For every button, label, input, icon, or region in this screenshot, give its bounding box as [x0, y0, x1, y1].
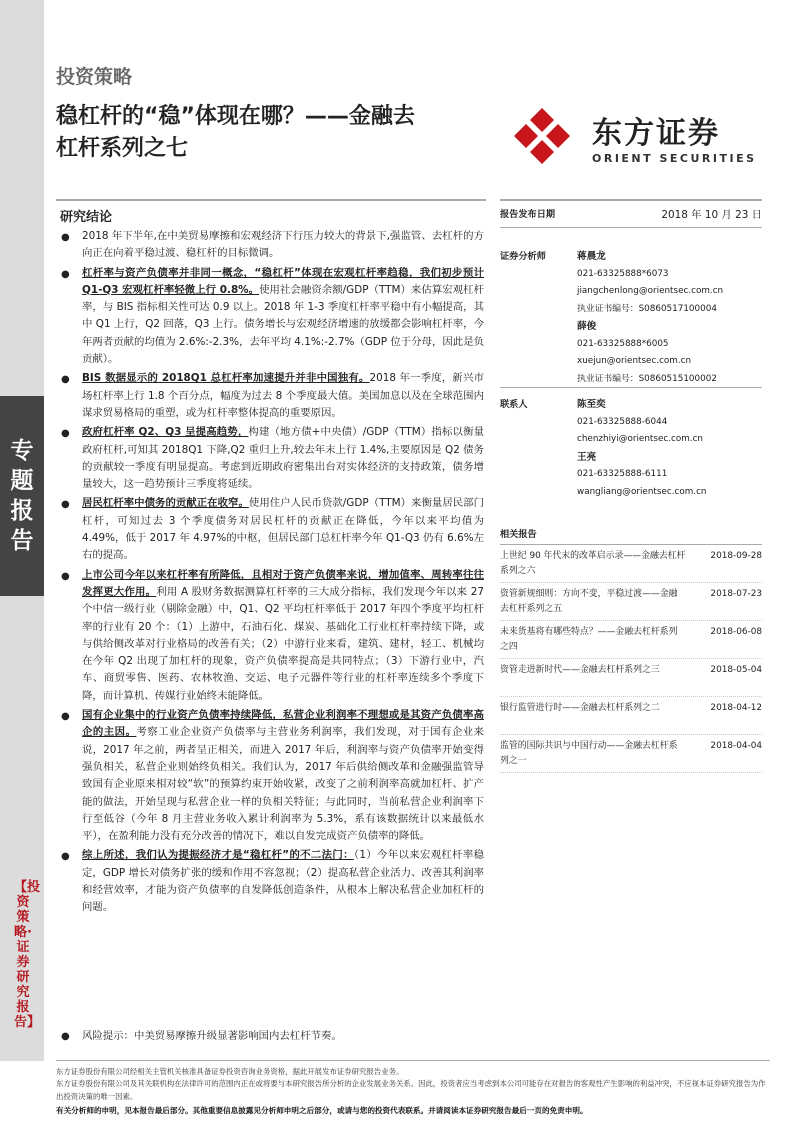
report-meta [500, 206, 762, 228]
list-item [60, 265, 484, 369]
item-text: 2018 年下半年,在中美贸易摩擦和宏观经济下行压力较大的背景下,强监管、去杠杆的方向正在向着平稳过渡、稳杠杆的目标微调。 [82, 230, 484, 260]
orient-logo-icon [512, 106, 572, 166]
related-report-item[interactable] [500, 735, 762, 773]
bullet-icon: ● [61, 499, 70, 511]
bullet-icon: ● [61, 1031, 70, 1042]
related-report-title: 监管的国际共识与中国行动——金融去杠杆系列之一 [500, 741, 678, 766]
analyst-phone: 021-63325888*6073 [577, 268, 669, 279]
section-title: 研究结论 [60, 210, 113, 225]
publish-date-value: 2018 年 10 月 23 日 [661, 209, 762, 221]
contact-name: 陈至奕 [577, 399, 606, 410]
analyst-email[interactable]: jiangchenlong@orientsec.com.cn [577, 286, 724, 296]
item-highlight: 政府杠杆率 Q2、Q3 呈提高趋势， [82, 426, 249, 439]
list-item [60, 370, 484, 422]
disclaimer-footer [56, 1060, 770, 1117]
risk-text: 风险提示：中美贸易摩擦升级显著影响国内去杠杆节奏。 [82, 1030, 342, 1042]
related-reports-title: 相关报告 [500, 526, 762, 545]
contact-phone: 021-63325888-6044 [577, 416, 668, 427]
bullet-icon: ● [61, 374, 70, 386]
item-text: （1）今年以来宏观杠杆率稳定，GDP 增长对债务扩张的缓和作用不容忽视；（2）提高私营企业活力、改善其利润率和经营效率，才能为资产负债率的自发降低创造条件，从根本上解决私营企业加杠杆的问题。 [82, 849, 485, 914]
sidebar-top [0, 0, 44, 396]
bullet-icon: ● [61, 570, 70, 582]
analyst-name: 蒋晨龙 [577, 251, 606, 262]
publish-date-row [500, 206, 762, 221]
contact-phone: 021-63325888-6111 [577, 469, 668, 479]
sidebar-vertical-label: 【投资策略·证券研究报告】 [14, 880, 41, 1030]
related-report-date: 2018-07-23 [710, 589, 762, 599]
footer-line-bold: 有关分析师的申明，见本报告最后部分。其他重要信息披露见分析师申明之后部分，或请与您的投资代表联系。并请阅读本证券研究报告最后一页的免责申明。 [56, 1105, 588, 1115]
related-report-item[interactable] [500, 659, 762, 697]
analyst-email[interactable]: xuejun@orientsec.com.cn [577, 356, 692, 366]
item-highlight: 上市公司今年以来杠杆率有所降低，且相对于资产负债率来说，增加值率、周转率往往发挥更大作用。 [82, 568, 484, 598]
contact-email[interactable]: wangliang@orientsec.com.cn [577, 486, 707, 497]
related-report-date: 2018-09-28 [710, 551, 762, 561]
footer-line: 东方证券股份有限公司经相关主管机关核准具备证券投资咨询业务资格，据此开展发布证券研究报告业务。 [56, 1067, 404, 1076]
analyst-phone: 021-63325888*6005 [577, 338, 669, 349]
related-report-date: 2018-05-04 [710, 665, 762, 675]
related-report-item[interactable] [500, 583, 762, 621]
list-item [60, 424, 484, 493]
item-text: 考察工业企业资产负债率与主营业务利润率，我们发现，对于国有企业来说，2017 年之前，两者呈正相关，而进入 2017 年后，利润率与资产负债率开始变得强负相关，私营企业则始终负相关。我们认为，2017 年后供给侧改革和金融强监管导致国有企业原来相对较“软”的预算约束开始收紧，改变了之前利润率高就加杠杆、扩产能的做法，开始呈现与私营企业一样的负相关特征；与此同时，当前私营企业利润率下行至低谷（今年 8 月主营业务收入累计利润率为 5.3%，系有该数据统计以来最低水平），在盈利能力没有充分改善的情况下，难以自发完成资产负债率的降低。 [82, 726, 484, 843]
analyst-cert: 执业证书编号：S0860515100002 [577, 373, 717, 384]
list-item [60, 567, 484, 705]
related-report-title: 资管走进新时代——金融去杠杆系列之三 [500, 665, 660, 675]
logo-name-cn: 东方证券 [592, 116, 720, 151]
list-item [60, 707, 484, 845]
report-category: 投资策略 [56, 66, 133, 88]
bullet-icon: ● [61, 428, 70, 440]
related-report-date: 2018-04-12 [710, 703, 762, 713]
conclusions-list [60, 228, 484, 919]
contact-role-label: 联系人 [500, 399, 528, 410]
item-highlight: 居民杠杆率中债务的贡献正在收窄。 [82, 497, 249, 510]
related-reports [500, 526, 762, 773]
related-report-title: 未来货基将有哪些特点？——金融去杠杆系列之四 [500, 627, 678, 652]
item-text: 使用住户人民币贷款/GDP（TTM）来衡量居民部门杠杆，可知过去 3 个季度债务对居民杠杆的贡献正在降低，今年以来平均值为 4.49%，低于 2017 年 4.97%的中枢，但居民部门总杠杆率今年 Q1-Q3 仍有 6.6%左右的提高。 [82, 497, 485, 562]
analyst-role-label: 证券分析师 [500, 251, 546, 262]
sidebar-char: 专 [10, 438, 34, 464]
item-highlight: 综上所述，我们认为提振经济才是“稳杠杆”的不二法门： [82, 849, 354, 862]
related-report-date: 2018-04-04 [710, 741, 762, 751]
related-report-date: 2018-06-08 [710, 627, 762, 637]
contact-name: 王亮 [577, 451, 597, 463]
contact-email[interactable]: chenzhiyi@orientsec.com.cn [577, 434, 703, 444]
report-title [56, 101, 496, 165]
sidebar-char: 告 [10, 528, 34, 554]
analyst-cert: 执业证书编号：S0860517100004 [577, 303, 717, 314]
analyst-name: 薛俊 [577, 321, 597, 332]
item-text: 2018 年一季度，新兴市场杠杆率上行 1.8 个百分点，幅度为过去 8 个季度最大值。美国加息以及在全球范围内谋求贸易格局的重塑，或为杠杆率整体提高的重要原因。 [82, 372, 485, 419]
item-highlight: BIS 数据显示的 2018Q1 总杠杆率加速提升并非中国独有。 [82, 372, 370, 385]
related-report-item[interactable] [500, 697, 762, 735]
related-report-title: 上世纪 90 年代末的改革启示录——金融去杠杆系列之六 [500, 551, 686, 576]
sidebar-report-type [0, 396, 44, 596]
bullet-icon: ● [61, 268, 70, 280]
analyst-contacts [500, 248, 762, 501]
list-item [60, 228, 484, 263]
item-highlight: 国有企业集中的行业资产负债率持续降低，私营企业利润率不理想或是其资产负债率高企的主因。 [82, 709, 484, 739]
title-line: 杠杆系列之七 [56, 136, 189, 161]
logo-name-en: ORIENT SECURITIES [592, 152, 757, 165]
bullet-icon: ● [61, 232, 70, 243]
title-line: 稳杠杆的“稳”体现在哪？——金融去 [56, 104, 415, 129]
bullet-icon: ● [61, 711, 70, 723]
item-text: 利用 A 股财务数据测算杠杆率的三大成分指标，我们发现今年以来 27 个中信一级行业（剔除金融）中，Q1、Q2 平均杠杆率低于 2017 年四个季度平均杠杆率的行业有 20 个：（1）上游中，石油石化、煤炭、基础化工行业杠杆率持续下降，或与供给侧改革对行业格局的改善有关；（2）中游行业来看，建筑、建材，轻工、机械均在今年 Q2 出现了加杠杆的现象，资产负债率提高是共同特点；（3）下游行业中，汽车、商贸零售、医药、农林牧渔、交运、电子元器件等行业的杠杆率连续多个季度下降，而计算机、传媒行业始终未能降低。 [82, 585, 484, 702]
related-report-item[interactable] [500, 545, 762, 583]
related-report-item[interactable] [500, 621, 762, 659]
divider [500, 227, 762, 228]
item-text: 使用社会融资余额/GDP（TTM）来估算宏观杠杆率，与 BIS 指标相关性可达 0.9 以上。2018 年 1-3 季度杠杆率平稳中有小幅提高，其中 Q1 上行，Q2 回落，Q3 上行。债务增长与宏观经济增速的放缓都会影响杠杆率，今年两者贡献的均值为 2.6%:-2.3%，去年平均 4.1%:-2.7%（GDP 位于分母，因此是负贡献）。 [82, 283, 484, 366]
bullet-icon: ● [61, 851, 70, 863]
divider [500, 199, 762, 201]
item-text: 构建（地方债+中央债）/GDP（TTM）指标以衡量政府杠杆,可知其 2018Q1 下降,Q2 重归上升,较去年末上行 1.4%,主要原因是 Q2 债务的贡献较一季度有明显提高。考虑到近期政府密集出台对实体经济的支持政策，债务增量较大，这一趋势预计三季度将延续。 [82, 426, 484, 491]
related-report-title: 银行监管进行时——金融去杠杆系列之二 [500, 703, 660, 713]
risk-note [60, 1028, 484, 1045]
sidebar-char: 报 [10, 498, 34, 524]
company-logo [510, 100, 770, 180]
list-item [60, 495, 484, 564]
sidebar-char: 题 [10, 468, 34, 494]
related-report-title: 资管新规细则：方向不变，平稳过渡——金融去杠杆系列之五 [500, 589, 678, 614]
list-item [60, 847, 484, 916]
footer-line: 东方证券股份有限公司及其关联机构在法律许可的范围内正在或将要与本研究报告所分析的企业发展业务关系。因此，投资者应当考虑到本公司可能存在对报告的客观性产生影响的利益冲突，不应视本证券研究报告为作出投资决策的唯一因素。 [56, 1079, 766, 1101]
item-highlight: 杠杆率与资产负债率并非同一概念，“稳杠杆”体现在宏观杠杆率趋稳，我们初步预计 Q1-Q3 宏观杠杆率轻微上行 0.8%。 [82, 266, 484, 296]
publish-date-label: 报告发布日期 [500, 209, 556, 220]
divider [56, 199, 486, 201]
